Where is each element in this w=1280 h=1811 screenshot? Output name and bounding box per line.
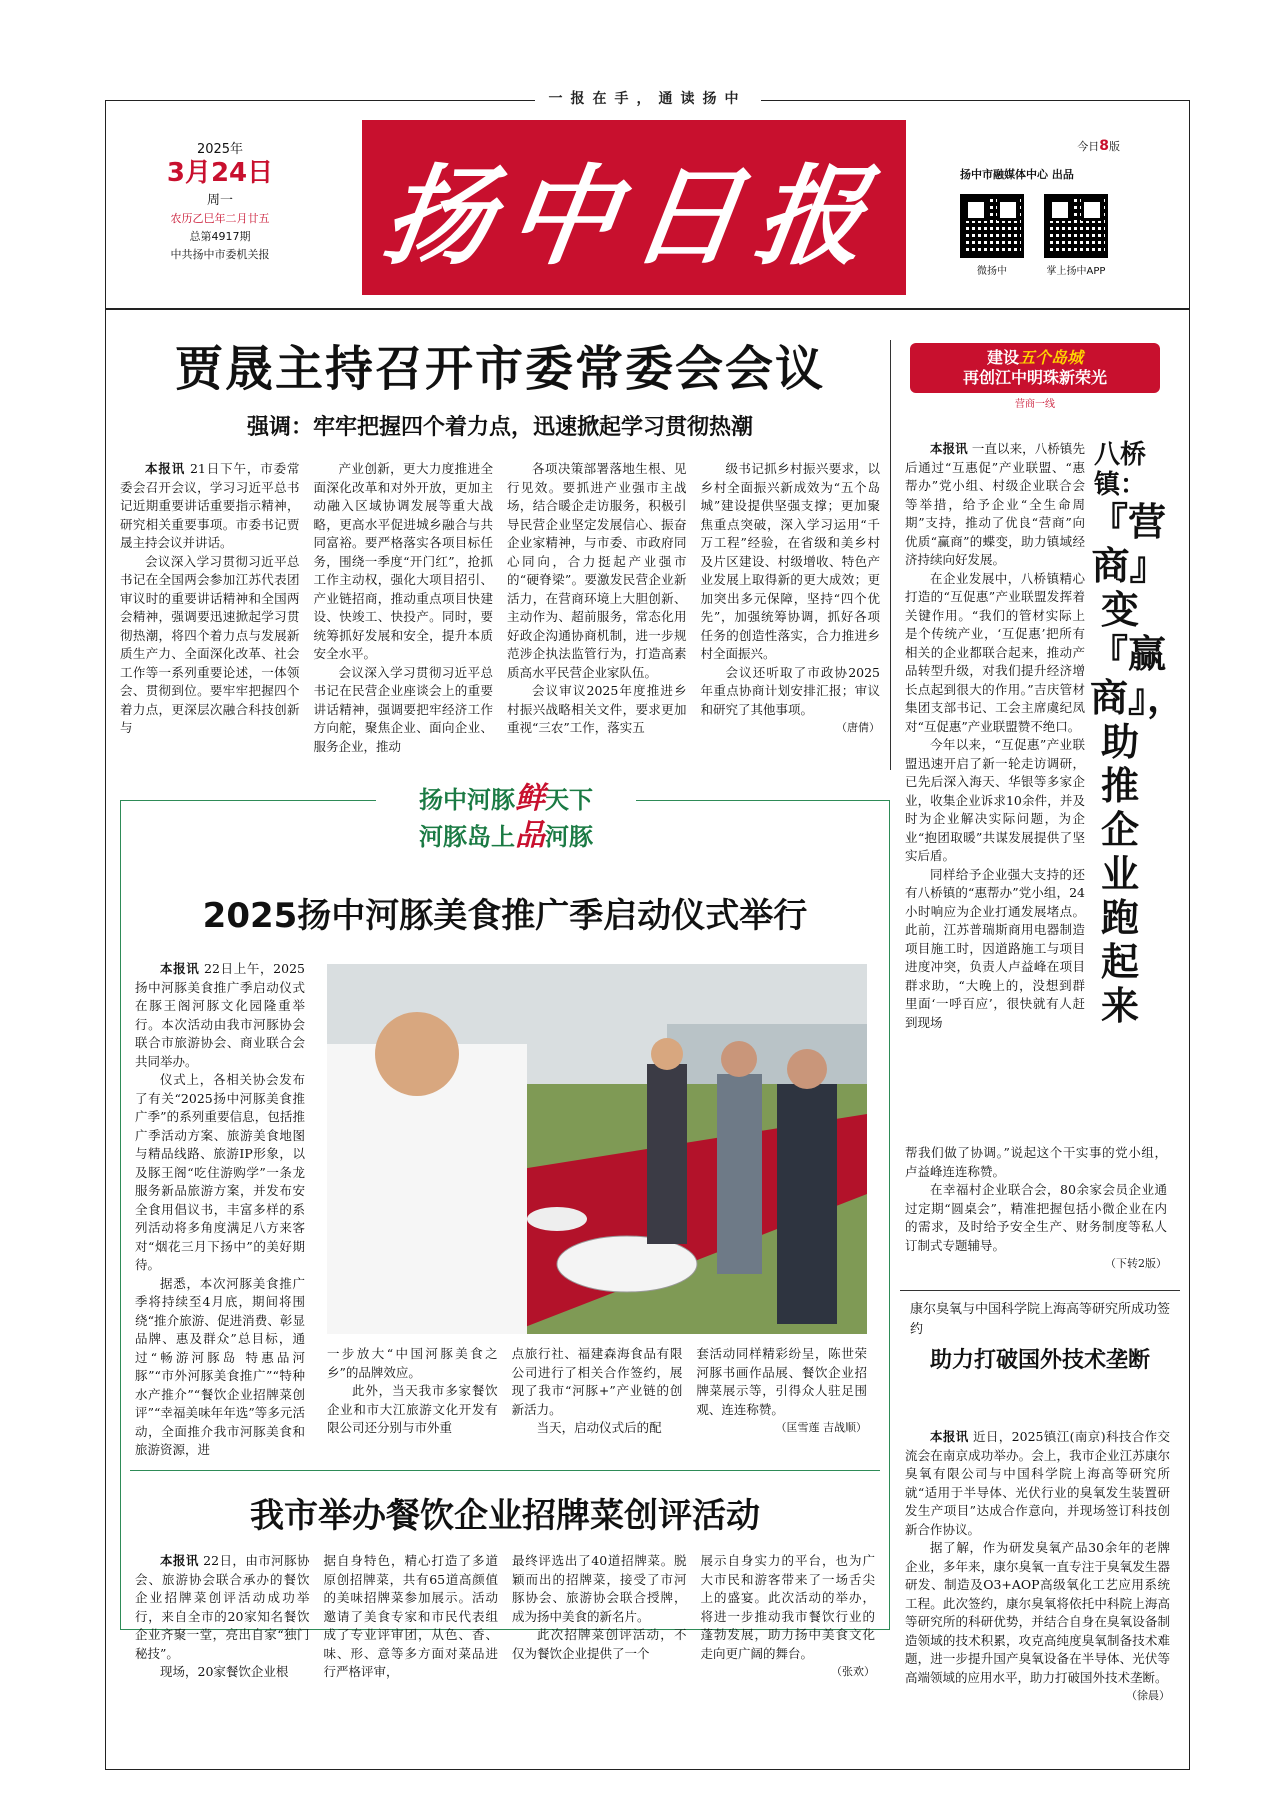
byline: （张欢）: [831, 1665, 875, 1678]
paragraph: 本报讯 一直以来，八桥镇先后通过“互惠促”产业联盟、“惠帮办”党小组、村级企业联合会等举措，给予企业“全生命周期”支持，推动了优良“营商”向优质“赢商”的蝶变，助力镇域经济持续向好发展。: [905, 441, 1085, 567]
kang-kicker: 康尔臭氧与中国科学院上海高等研究所成功签约: [910, 1302, 1171, 1337]
paragraph: 此次招牌菜创评活动，不仅为餐饮企业提供了一个: [512, 1627, 687, 1661]
paragraph: 同样给予企业强大支持的还有八桥镇的“惠帮办”党小组，24小时响应为企业打通发展堵点。此前，江苏普瑞斯商用电器制造项目施工时，因道路施工与项目进度冲突，负责人卢益峰在项目群求助，“大晚上的，没想到群里面‘一呼百应’，很快就有人赶到现场: [905, 866, 1085, 1030]
paragraph: 会议深入学习贯彻习近平总书记在民营企业座谈会上的重要讲话精神，强调要把牢经济工作方向舵，聚焦企业、面向企业、服务企业，推动: [313, 664, 493, 754]
paragraph: 本报讯 22日上午，2025扬中河豚美食推广季启动仪式在豚王阁河豚文化园隆重举行。本次活动由我市河豚协会联合市旅游协会、商业联合会共同举办。: [135, 961, 305, 1069]
zhaopai-body: [135, 1552, 875, 1679]
paragraph: 会议审议2025年度推进乡村振兴战略相关文件，要求更加重视“三农”工作，落实五: [507, 683, 687, 735]
badge-tag: 营商一线: [1015, 399, 1055, 410]
paragraph: 一步放大“中国河豚美食之乡”的品牌效应。: [327, 1346, 498, 1380]
paragraph: 各项决策部署落地生根、见行见效。要抓进产业强市主战场，结合暖企走访服务，积极引导民营企业坚定发展信心、振奋企业家精神，与市委、市政府同心同向，合力挺起产业强市的“硬脊梁”。要激发民营企业新活力，在营商环境上大胆创新、主动作为、超前服务，常态化用好政企沟通协商机制，进一步规范涉企执法监管行为，打造高素质高水平民营企业家队伍。: [507, 461, 687, 680]
weekday: 周一: [206, 193, 233, 208]
paragraph: 会议深入学习贯彻习近平总书记在全国两会参加江苏代表团审议时的重要讲话精神和全国两会精神，强调要迅速掀起学习贯彻热潮，将四个着力点与发展新质生产力、全面深化改革、社会工作等一系列重要论述，一体领会、贯彻到位。要牢牢把握四个着力点，更深层次融合科技创新与: [120, 553, 300, 735]
publisher: 扬中市融媒体中心 出品: [960, 168, 1074, 181]
zhaopai-headline: 我市举办餐饮企业招牌菜创评活动: [250, 1496, 760, 1536]
lead-headline: 贾晟主持召开市委常委会会议: [174, 341, 825, 397]
dateline: 本报讯: [145, 461, 186, 476]
qr-code-icon[interactable]: [960, 194, 1024, 258]
paragraph: 此外，当天我市多家餐饮企业和市大江旅游文化开发有限公司还分别与市外重: [327, 1383, 498, 1435]
feature-headline: 八桥镇： 『营商』变『赢商』，助推企业跑起来: [1090, 440, 1186, 1028]
newspaper-logo: 扬中日报: [362, 120, 906, 295]
paragraph: 帮我们做了协调。”说起这个干实事的党小组，卢益峰连连称赞。: [905, 1145, 1167, 1179]
page-count: 今日8版: [1077, 138, 1120, 154]
lead-body: [120, 460, 880, 754]
paragraph: 展示自身实力的平台，也为广大市民和游客带来了一场舌尖上的盛宴。此次活动的举办，将进一步推动我市餐饮行业的蓬勃发展，助力扬中美食文化走向更广阔的舞台。: [700, 1553, 875, 1661]
slogan: 一报在手，通读扬中: [105, 88, 1190, 108]
feature-body: [905, 440, 1085, 1140]
paragraph: 最终评选出了40道招牌菜。脱颖而出的招牌菜，接受了市河豚协会、旅游协会联合授牌，成为扬中美食的新名片。: [512, 1553, 687, 1624]
paragraph: 级书记抓乡村振兴要求，以乡村全面振兴新成效为“五个岛城”建设提供坚强支撑；更加聚焦重点突破，深入学习运用“千万工程”经验，在省级和美乡村及片区建设、村级增收、特色产业发展上取得新的更大成效；更加突出多元保障，坚持“四个优先”，加强统筹协调，抓好各项任务的创造性落实，合力推进乡村全面振兴。: [700, 461, 880, 661]
section-divider: [130, 1470, 880, 1471]
column-divider: [890, 340, 891, 770]
paragraph: 产业创新，更大力度推进全面深化改革和对外开放，更加主动融入区域协调发展等重大战略，更高水平促进城乡融合与共同富裕。要严格落实各项目标任务，围绕一季度“开门红”，抢抓工作主动权，强化大项目招引、产业链招商，推动重点项目快建设、快竣工、快投产。同时，要统筹抓好发展和安全，提升本质安全水平。: [313, 461, 493, 661]
hetun-body-right: [327, 1345, 867, 1465]
hetun-headline: 2025扬中河豚美食推广季启动仪式举行: [202, 896, 808, 936]
month-day: 3月24日: [166, 158, 274, 188]
paragraph: 套活动同样精彩纷呈，陈世荣河豚书画作品展、餐饮企业招牌菜展示等，引得众人驻足围观、连连称赞。: [696, 1346, 868, 1417]
paragraph: 据悉，本次河豚美食推广季将持续至4月底，期间将围绕“推介旅游、促进消费、彰显品牌、惠及群众”总目标，通过“畅游河豚岛 特惠品河豚”“市外河豚美食推广”“特种水产推介”“餐饮企业招牌菜创评”“幸福美味年年选”等多元活动，全面推介我市河豚美食和旅游资源，进: [135, 1275, 305, 1457]
feature-badge: 建设五个岛城 再创江中明珠新荣光 营商一线: [910, 343, 1160, 413]
section-divider: [900, 1290, 1180, 1291]
dateline: 本报讯: [930, 441, 968, 456]
masthead-divider: [105, 308, 1190, 310]
year: 2025年: [196, 142, 244, 157]
qr-caption: 微扬中: [977, 266, 1007, 277]
issue-number: 总第4917期: [189, 230, 251, 243]
news-photo: [327, 964, 867, 1334]
feature-body-continued: [905, 1144, 1167, 1274]
byline: （下转2版）: [1105, 1257, 1167, 1270]
dateline: 本报讯: [160, 1553, 199, 1568]
hetun-banner: 扬中河豚鲜天下 河豚岛上品河豚: [376, 780, 636, 858]
lead-subheadline: 强调：牢牢把握四个着力点，迅速掀起学习贯彻热潮: [246, 414, 753, 440]
paragraph: 在幸福村企业联合会，80余家会员企业通过定期“圆桌会”，精准把握包括小微企业在内的需求，及时给予安全生产、财务制度等私人订制式专题辅导。: [905, 1182, 1167, 1253]
dateline: 本报讯: [930, 1429, 969, 1444]
hetun-body-left: [135, 960, 305, 1457]
qr-code-icon[interactable]: [1044, 194, 1108, 258]
paragraph: 点旅行社、福建森海食品有限公司进行了相关合作签约，展现了我市“河豚+”产业链的创新活力。: [511, 1346, 683, 1417]
paragraph: 本报讯 22日，由市河豚协会、旅游协会联合承办的餐饮企业招牌菜创评活动成功举行，来自全市的20家知名餐饮企业齐聚一堂，亮出自家“独门秘技”。: [135, 1553, 310, 1661]
qr-caption: 掌上扬中APP: [1046, 266, 1106, 277]
kang-headline: 助力打破国外技术垄断: [929, 1348, 1150, 1373]
date-block: [140, 138, 300, 262]
dateline: 本报讯: [160, 961, 200, 976]
paragraph: 仪式上，各相关协会发布了有关“2025扬中河豚美食推广季”的系列重要信息，包括推广季活动方案、旅游美食地图与精品线路、旅游IP形象，以及豚王阁“吃住游购学”一条龙服务新品旅游方案，并发布安全食用倡议书，丰富多样的系列活动将多角度满足八方来客对“烟花三月下扬中”的美好期待。: [135, 1072, 305, 1272]
paragraph: 今年以来，“互促惠”产业联盟迅速开启了新一轮走访调研，已先后深入海天、华银等多家企业，收集企业诉求10余件，并及时为企业解决实际问题，为企业“抱团取暖”共谋发展提供了坚实后盾。: [905, 737, 1085, 863]
organ: 中共扬中市委机关报: [170, 248, 270, 261]
paragraph: 本报讯 21日下午，市委常委会召开会议，学习习近平总书记近期重要讲话重要指示精神，研究相关重要事项。市委书记贾晟主持会议并讲话。: [120, 461, 300, 550]
byline: （徐晨）: [1126, 1689, 1170, 1702]
byline: （匡雪莲 吉战顺）: [775, 1421, 868, 1434]
masthead-right: [960, 138, 1180, 277]
paragraph: 当天，启动仪式后的配: [536, 1420, 662, 1435]
paragraph: 在企业发展中，八桥镇精心打造的“互促惠”产业联盟发挥着关键作用。“我们的管材实际上是个传统产业，‘互促惠’把所有相关的企业都联合起来，推动产品转型升级，对我们提升经济增长点起到很大的作用。”吉庆管材集团支部书记、工会主席虞纪凤对“互促惠”产业联盟赞不绝口。: [905, 570, 1085, 734]
paragraph: 本报讯 近日，2025镇江(南京)科技合作交流会在南京成功举办。会上，我市企业江苏康尔臭氧有限公司与中国科学院上海高等研究所就“适用于半导体、光伏行业的臭氧发生装置研发生产项目”达成合作意向，并现场签订科技创新合作协议。: [905, 1429, 1170, 1537]
kang-body: [905, 1428, 1170, 1728]
photo-illustration: [327, 964, 867, 1334]
paragraph: 据自身特色，精心打造了多道原创招牌菜，共有65道高颜值的美味招牌菜参加展示。活动邀请了美食专家和市民代表组成了专业评审团，从色、香、味、形、意等多方面对菜品进行严格评审，: [323, 1553, 498, 1679]
paragraph: 据了解，作为研发臭氧产品30余年的老牌企业，多年来，康尔臭氧一直专注于臭氧发生器研发、制造及O3+AOP高级氧化工艺应用系统工程。此次签约，康尔臭氧将依托中科院上海高等研究所的科研优势，并结合自身在臭氧设备制造领域的技术积累，攻克高纯度臭氧制备技术难题，进一步提升国产臭氧设备在半导体、光伏等高端领域的应用水平，助力打破国外技术垄断。: [905, 1540, 1170, 1685]
paragraph: 现场，20家餐饮企业根: [160, 1664, 289, 1679]
byline: （唐倩）: [836, 721, 880, 734]
lunar-date: 农历乙巳年二月廿五: [170, 212, 270, 225]
paragraph: 会议还听取了市政协2025年重点协商计划安排汇报；审议和研究了其他事项。: [700, 664, 880, 717]
